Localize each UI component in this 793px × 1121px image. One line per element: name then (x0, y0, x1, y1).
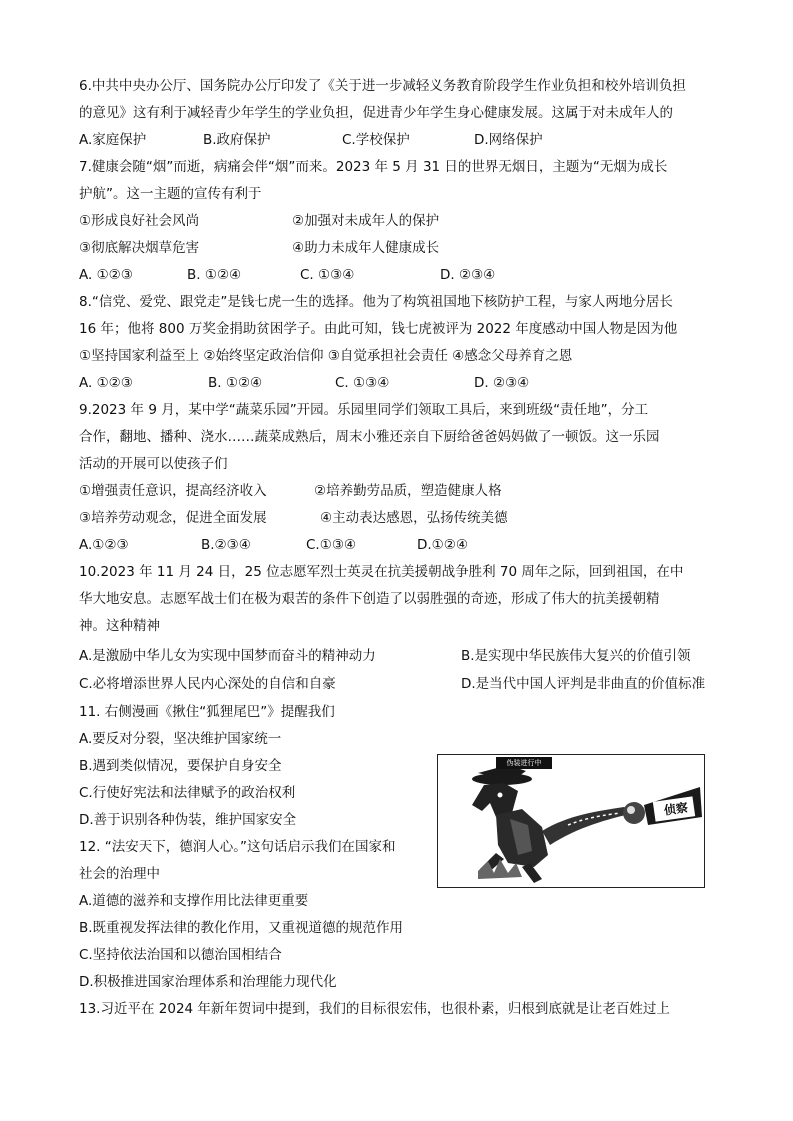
q7-item-2: ②加强对未成年人的保护 (292, 213, 440, 229)
q10-option-c: C.必将增添世界人民内心深处的自信和自豪 (79, 676, 336, 692)
q12-option-a: A.道德的滋养和支撑作用比法律更重要 (79, 893, 309, 909)
q11-option-d: D.善于识别各种伪装，维护国家安全 (79, 812, 297, 828)
q6-option-c: C.学校保护 (342, 132, 410, 148)
q9-stem-line3: 活动的开展可以使孩子们 (79, 456, 228, 472)
q12-stem-line1: 12. “法安天下，德润人心。”这句话启示我们在国家和 (79, 839, 396, 855)
q8-items: ①坚持国家利益至上 ②始终坚定政治信仰 ③自觉承担社会责任 ④感念父母养育之恩 (79, 348, 573, 364)
q6-option-a: A.家庭保护 (79, 132, 147, 148)
q12-option-c: C.坚持依法治国和以德治国相结合 (79, 947, 282, 963)
q10-option-d: D.是当代中国人评判是非曲直的价值标准 (461, 676, 706, 692)
q9-option-a: A.①②③ (79, 537, 129, 553)
fox-tail-cartoon (437, 754, 705, 888)
q10-stem-line2: 华大地安息。志愿军战士们在极为艰苦的条件下创造了以弱胜强的奇迹，形成了伟大的抗美援朝精 (79, 591, 660, 607)
q7-item-1: ①形成良好社会风尚 (79, 213, 200, 229)
q13-stem-line1: 13.习近平在 2024 年新年贺词中提到，我们的目标很宏伟，也很朴素，归根到底就是让老百姓过上 (79, 1001, 670, 1017)
q7-item-3: ③彻底解决烟草危害 (79, 240, 200, 256)
q9-option-c: C.①③④ (306, 537, 357, 553)
q6-option-d: D.网络保护 (474, 132, 543, 148)
q11-option-b: B.遇到类似情况，要保护自身安全 (79, 758, 282, 774)
q11-option-c: C.行使好宪法和法律赋予的政治权利 (79, 785, 296, 801)
q8-stem-line1: 8.“信党、爱党、跟党走”是钱七虎一生的选择。他为了构筑祖国地下核防护工程，与家人两地分居长 (79, 294, 673, 310)
q10-stem-line1: 10.2023 年 11 月 24 日，25 位志愿军烈士英灵在抗美援朝战争胜利 70 周年之际，回到祖国，在中 (79, 564, 684, 580)
q9-item-3: ③培养劳动观念，促进全面发展 (79, 510, 267, 526)
q7-option-b: B. ①②④ (187, 267, 242, 283)
q9-stem-line2: 合作，翻地、播种、浇水……蔬菜成熟后，周末小雅还亲自下厨给爸爸妈妈做了一顿饭。这一乐园 (79, 429, 660, 445)
q7-stem-line2: 护航”。这一主题的宣传有利于 (79, 186, 262, 202)
q8-option-c: C. ①③④ (335, 375, 390, 391)
q11-stem: 11. 右侧漫画《揪住“狐狸尾巴”》提醒我们 (79, 704, 335, 720)
q8-stem-line2: 16 年；他将 800 万奖金捐助贫困学子。由此可知，钱七虎被评为 2022 年度感动中国人物是因为他 (79, 321, 678, 337)
q9-option-b: B.②③④ (201, 537, 251, 553)
q7-item-4: ④助力未成年人健康成长 (292, 240, 440, 256)
q10-option-b: B.是实现中华民族伟大复兴的价值引领 (461, 648, 691, 664)
q10-stem-line3: 神。这种精神 (79, 618, 160, 634)
cartoon-illustration (438, 755, 703, 886)
q7-option-c: C. ①③④ (300, 267, 355, 283)
q6-stem-line2: 的意见》这有利于减轻青少年学生的学业负担，促进青少年学生身心健康发展。这属于对未成年人的 (79, 105, 673, 121)
q7-stem-line1: 7.健康会随“烟”而逝，病痛会伴“烟”而来。2023 年 5 月 31 日的世界无烟日，主题为“无烟为成长 (79, 159, 668, 175)
q6-option-b: B.政府保护 (203, 132, 271, 148)
q10-option-a: A.是激励中华儿女为实现中国梦而奋斗的精神动力 (79, 648, 376, 664)
q9-item-2: ②培养勤劳品质，塑造健康人格 (314, 483, 502, 499)
q7-option-a: A. ①②③ (79, 267, 133, 283)
q6-stem-line1: 6.中共中央办公厅、国务院办公厅印发了《关于进一步减轻义务教育阶段学生作业负担和校外培训负担 (79, 78, 686, 94)
q12-stem-line2: 社会的治理中 (79, 866, 160, 882)
q9-option-d: D.①②④ (417, 537, 468, 553)
q8-option-b: B. ①②④ (208, 375, 263, 391)
cartoon-label-right: 侦察 (663, 800, 689, 818)
q9-stem-line1: 9.2023 年 9 月，某中学“蔬菜乐园”开园。乐园里同学们领取工具后，来到班级“责任地”，分工 (79, 402, 649, 418)
q9-item-1: ①增强责任意识，提高经济收入 (79, 483, 267, 499)
q11-option-a: A.要反对分裂，坚决维护国家统一 (79, 731, 282, 747)
q12-option-b: B.既重视发挥法律的教化作用，又重视道德的规范作用 (79, 920, 404, 936)
q12-option-d: D.积极推进国家治理体系和治理能力现代化 (79, 974, 337, 990)
cartoon-label-top: 伪装进行中 (506, 759, 542, 767)
q8-option-a: A. ①②③ (79, 375, 133, 391)
q7-option-d: D. ②③④ (440, 267, 496, 283)
q8-option-d: D. ②③④ (474, 375, 530, 391)
q9-item-4: ④主动表达感恩，弘扬传统美德 (320, 510, 508, 526)
